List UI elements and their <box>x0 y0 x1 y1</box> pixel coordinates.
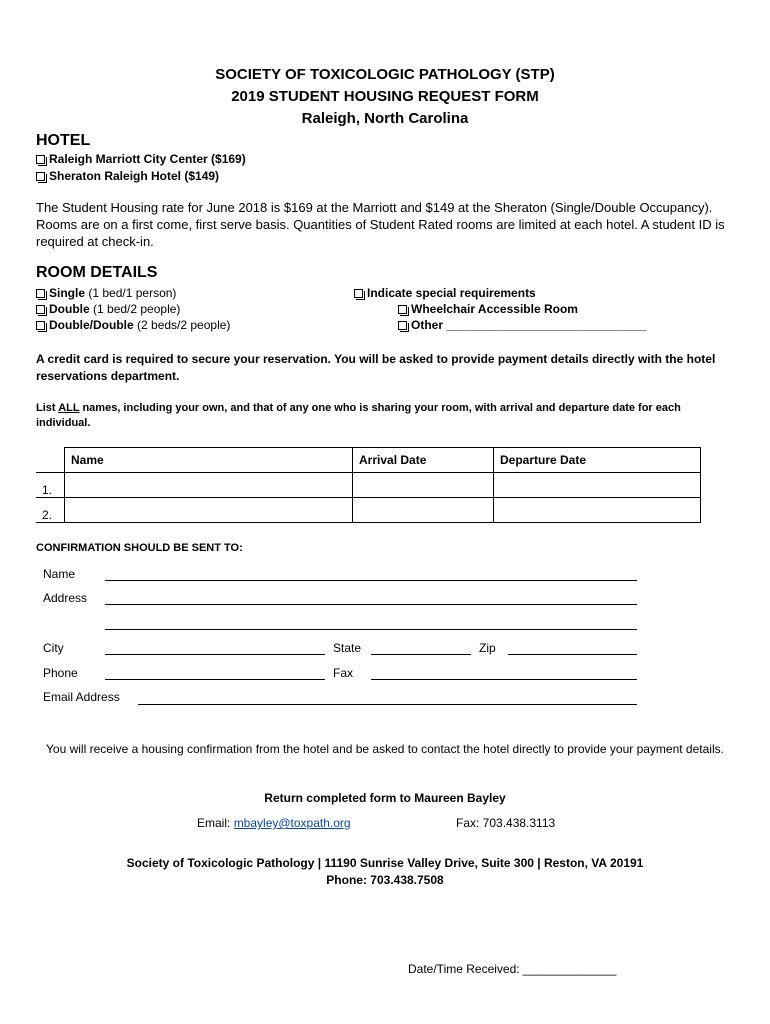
org-address: Society of Toxicologic Pathology | 11190 Sunrise Valley Drive, Suite 300 | Reston, VA 20191 <box>126 856 644 870</box>
state-label: State <box>333 641 362 655</box>
hotel-option-marriott[interactable] <box>36 152 246 166</box>
special-requirements-label: Indicate special requirements <box>367 286 536 300</box>
name-field[interactable] <box>105 580 637 581</box>
name-label: Name <box>43 567 76 581</box>
list-names-note <box>36 401 736 431</box>
column-header-arrival: Arrival Date <box>353 448 494 473</box>
credit-card-note: A credit card is required to secure your reservation. You will be asked to provide payment details directly with the hotel reservations department. <box>36 352 716 383</box>
column-header-name: Name <box>65 448 353 473</box>
checkbox-icon[interactable] <box>36 172 45 181</box>
form-location: Raleigh, North Carolina <box>301 110 469 127</box>
departure-cell[interactable] <box>494 473 701 498</box>
return-to: Return completed form to Maureen Bayley <box>264 791 506 805</box>
departure-cell[interactable] <box>494 498 701 523</box>
housing-confirmation-note: You will receive a housing confirmation from the hotel and be asked to contact the hotel directly to provide your payment details. <box>46 742 724 756</box>
form-title: 2019 STUDENT HOUSING REQUEST FORM <box>231 88 539 105</box>
phone-field[interactable] <box>105 679 325 680</box>
other-label: Other ______________________________ <box>411 318 647 332</box>
name-cell[interactable] <box>65 473 353 498</box>
date-received: Date/Time Received: ______________ <box>408 962 617 976</box>
table-header-row <box>36 448 701 473</box>
room-type-detail: (1 bed/1 person) <box>88 286 177 300</box>
checkbox-icon[interactable] <box>36 321 45 330</box>
email-link[interactable]: mbayley@toxpath.org <box>233 816 351 830</box>
contact-fax: Fax: 703.438.3113 <box>456 816 556 830</box>
hotel-option-label: Raleigh Marriott City Center ($169) <box>49 152 246 166</box>
room-type-label: Single <box>49 286 86 300</box>
address-label: Address <box>43 591 88 605</box>
guest-table <box>36 447 701 523</box>
room-type-label: Double/Double <box>49 318 134 332</box>
address-field-line2[interactable] <box>105 629 637 630</box>
checkbox-icon[interactable] <box>398 305 407 314</box>
state-field[interactable] <box>371 654 471 655</box>
room-type-detail: (1 bed/2 people) <box>93 302 181 316</box>
checkbox-icon[interactable] <box>398 321 407 330</box>
row-number: 2. <box>36 498 65 523</box>
room-details-heading: ROOM DETAILS <box>36 264 158 281</box>
table-row <box>36 473 701 498</box>
arrival-cell[interactable] <box>353 498 494 523</box>
contact-email <box>197 816 351 830</box>
zip-field[interactable] <box>508 654 637 655</box>
hotel-option-sheraton[interactable] <box>36 169 219 183</box>
form-title-org: SOCIETY OF TOXICOLOGIC PATHOLOGY (STP) <box>215 66 555 83</box>
row-number: 1. <box>36 473 65 498</box>
checkbox-icon[interactable] <box>36 305 45 314</box>
table-row <box>36 498 701 523</box>
arrival-cell[interactable] <box>353 473 494 498</box>
hotel-option-label: Sheraton Raleigh Hotel ($149) <box>49 169 220 183</box>
wheelchair-option[interactable] <box>398 302 578 316</box>
table-corner <box>36 448 65 473</box>
city-label: City <box>43 641 64 655</box>
email-label: Email: <box>197 816 234 830</box>
room-option-doubledouble[interactable] <box>36 318 230 332</box>
checkbox-icon[interactable] <box>36 289 45 298</box>
name-cell[interactable] <box>65 498 353 523</box>
other-option[interactable] <box>398 318 647 332</box>
email-address-field[interactable] <box>138 704 637 705</box>
email-address-label: Email Address <box>43 690 120 704</box>
column-header-departure: Departure Date <box>494 448 701 473</box>
room-option-double[interactable] <box>36 302 180 316</box>
checkbox-icon[interactable] <box>36 155 45 164</box>
zip-label: Zip <box>479 641 496 655</box>
checkbox-icon[interactable] <box>354 289 363 298</box>
fax-field[interactable] <box>371 679 637 680</box>
wheelchair-label: Wheelchair Accessible Room <box>411 302 578 316</box>
hotel-description: The Student Housing rate for June 2018 is $169 at the Marriott and $149 at the Sheraton (Single/Double Occupancy). Rooms are on a first come, first serve basis. Quantities of Student Rated rooms are limited at each hotel. A student ID is required at check-in. <box>36 200 725 249</box>
special-requirements-option[interactable] <box>354 286 536 300</box>
room-type-detail: (2 beds/2 people) <box>137 318 231 332</box>
org-phone: Phone: 703.438.7508 <box>326 873 444 887</box>
list-note-all: ALL <box>58 402 80 414</box>
fax-label: Fax <box>333 666 354 680</box>
confirmation-heading: CONFIRMATION SHOULD BE SENT TO: <box>36 542 243 554</box>
list-note-prefix: List <box>36 402 59 414</box>
room-type-label: Double <box>49 302 90 316</box>
list-note-rest: names, including your own, and that of any one who is sharing your room, with arrival and departure date for each individual. <box>36 402 681 429</box>
address-field[interactable] <box>105 604 637 605</box>
hotel-heading: HOTEL <box>36 132 91 149</box>
city-field[interactable] <box>105 654 325 655</box>
phone-label: Phone <box>43 666 78 680</box>
room-option-single[interactable] <box>36 286 176 300</box>
